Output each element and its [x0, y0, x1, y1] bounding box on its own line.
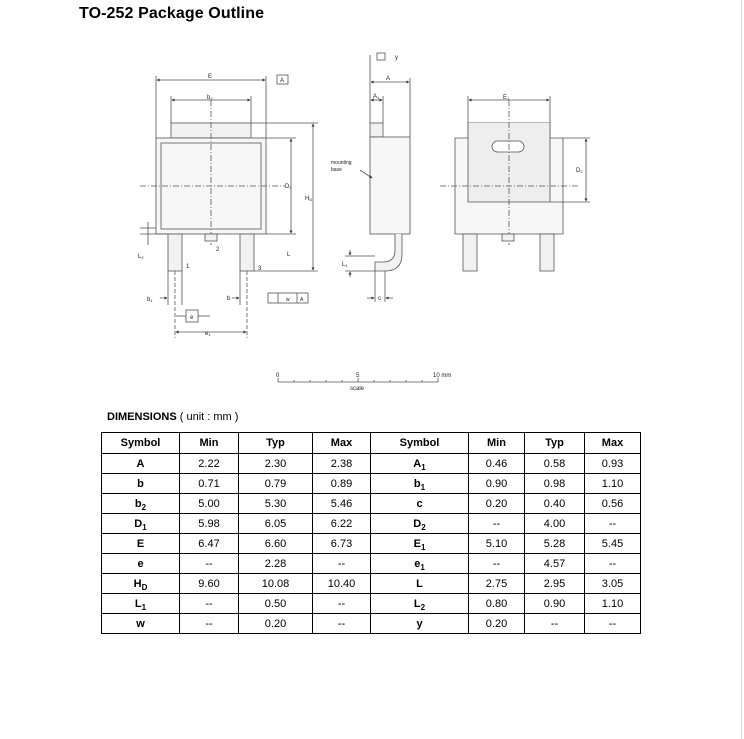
symbol-cell: $D_1$ — [102, 514, 180, 534]
symbol-cell: b — [102, 474, 180, 494]
min-cell: 5.98 — [180, 514, 239, 534]
dimensions-heading: DIMENSIONS ( unit : mm ) — [107, 411, 239, 423]
max-cell: -- — [585, 554, 641, 574]
typ-cell: 6.60 — [239, 534, 313, 554]
symbol-cell: $D_2$ — [371, 514, 469, 534]
min-cell: -- — [469, 514, 525, 534]
label-e: e — [190, 315, 194, 321]
table-header-row — [102, 433, 641, 454]
label-b2: b2 — [207, 95, 213, 101]
min-cell: 0.90 — [469, 474, 525, 494]
symbol-cell: $E_1$ — [371, 534, 469, 554]
table-row — [102, 514, 641, 534]
typ-cell: 0.40 — [525, 494, 585, 514]
symbol-cell: e — [102, 554, 180, 574]
typ-cell: 0.58 — [525, 454, 585, 474]
max-cell: 0.56 — [585, 494, 641, 514]
symbol-cell: $L_2$ — [371, 594, 469, 614]
header-min: Min — [180, 433, 239, 454]
table-row — [102, 494, 641, 514]
label-A-ref-2: A — [300, 297, 304, 303]
symbol-cell: c — [371, 494, 469, 514]
table-row — [102, 614, 641, 634]
typ-cell: 0.50 — [239, 594, 313, 614]
scale-label-5: 5 — [356, 373, 360, 379]
table-row — [102, 534, 641, 554]
symbol-cell: $A_1$ — [371, 454, 469, 474]
min-cell: 0.46 — [469, 454, 525, 474]
min-cell: -- — [469, 554, 525, 574]
max-cell: 6.73 — [313, 534, 371, 554]
label-w: w — [286, 297, 290, 303]
label-pin3: 3 — [258, 266, 262, 272]
symbol-cell: w — [102, 614, 180, 634]
min-cell: 2.75 — [469, 574, 525, 594]
max-cell: 0.93 — [585, 454, 641, 474]
max-cell: 10.40 — [313, 574, 371, 594]
typ-cell: 0.20 — [239, 614, 313, 634]
label-E1: E1 — [503, 95, 510, 101]
label-HD: HD — [305, 196, 313, 202]
table-row — [102, 454, 641, 474]
label-A: A — [386, 76, 391, 82]
label-D2: D2 — [576, 168, 583, 174]
table-row — [102, 574, 641, 594]
max-cell: 3.05 — [585, 574, 641, 594]
label-e1: e1 — [205, 331, 211, 337]
symbol-cell: E — [102, 534, 180, 554]
label-mounting: mounting — [331, 160, 352, 166]
min-cell: 0.20 — [469, 614, 525, 634]
label-L2: L2 — [138, 254, 144, 260]
min-cell: -- — [180, 554, 239, 574]
max-cell: 5.46 — [313, 494, 371, 514]
max-cell: 2.38 — [313, 454, 371, 474]
header-symbol: Symbol — [102, 433, 180, 454]
max-cell: 5.45 — [585, 534, 641, 554]
scale-label-0: 0 — [276, 373, 280, 379]
typ-cell: 4.57 — [525, 554, 585, 574]
label-L1: L1 — [342, 262, 348, 268]
min-cell: 0.71 — [180, 474, 239, 494]
min-cell: 5.00 — [180, 494, 239, 514]
label-E: E — [208, 74, 213, 80]
dimensions-table — [101, 432, 641, 634]
label-pin1: 1 — [186, 264, 190, 270]
typ-cell: 4.00 — [525, 514, 585, 534]
side-view — [345, 53, 410, 302]
symbol-cell: y — [371, 614, 469, 634]
min-cell: 2.22 — [180, 454, 239, 474]
typ-cell: -- — [525, 614, 585, 634]
label-L: L — [287, 252, 291, 258]
typ-cell: 5.30 — [239, 494, 313, 514]
page-title: TO-252 Package Outline — [79, 5, 265, 22]
back-view — [440, 96, 590, 271]
symbol-cell: $H_D$ — [102, 574, 180, 594]
typ-cell: 2.28 — [239, 554, 313, 574]
max-cell: -- — [313, 594, 371, 614]
symbol-cell: L — [371, 574, 469, 594]
symbol-cell: $e_1$ — [371, 554, 469, 574]
table-row — [102, 554, 641, 574]
typ-cell: 0.79 — [239, 474, 313, 494]
min-cell: 9.60 — [180, 574, 239, 594]
scale-label-10: 10 mm — [433, 373, 452, 379]
max-cell: -- — [585, 514, 641, 534]
label-A1: A1 — [373, 94, 380, 100]
max-cell: 0.89 — [313, 474, 371, 494]
typ-cell: 6.05 — [239, 514, 313, 534]
scale-label-word: scale — [350, 386, 365, 392]
label-base: base — [331, 167, 342, 173]
typ-cell: 0.90 — [525, 594, 585, 614]
header-typ: Typ — [239, 433, 313, 454]
label-c: c — [378, 296, 381, 302]
label-y: y — [395, 55, 398, 61]
table-row — [102, 474, 641, 494]
symbol-cell: $b_2$ — [102, 494, 180, 514]
header-max-2: Max — [585, 433, 641, 454]
typ-cell: 2.95 — [525, 574, 585, 594]
label-b1: b1 — [147, 297, 153, 303]
label-D1: D1 — [285, 184, 292, 190]
table-row — [102, 594, 641, 614]
typ-cell: 0.98 — [525, 474, 585, 494]
table-body — [102, 454, 641, 634]
label-pin2: 2 — [216, 247, 220, 253]
header-typ-2: Typ — [525, 433, 585, 454]
min-cell: -- — [180, 614, 239, 634]
max-cell: 1.10 — [585, 594, 641, 614]
typ-cell: 5.28 — [525, 534, 585, 554]
symbol-cell: A — [102, 454, 180, 474]
max-cell: 1.10 — [585, 474, 641, 494]
label-b: b — [227, 296, 231, 302]
max-cell: 6.22 — [313, 514, 371, 534]
header-min-2: Min — [469, 433, 525, 454]
symbol-cell: $L_1$ — [102, 594, 180, 614]
min-cell: 5.10 — [469, 534, 525, 554]
typ-cell: 2.30 — [239, 454, 313, 474]
symbol-cell: $b_1$ — [371, 474, 469, 494]
max-cell: -- — [313, 614, 371, 634]
label-A-ref: A — [280, 78, 285, 84]
min-cell: 0.20 — [469, 494, 525, 514]
min-cell: 0.80 — [469, 594, 525, 614]
header-max: Max — [313, 433, 371, 454]
header-symbol-2: Symbol — [371, 433, 469, 454]
min-cell: 6.47 — [180, 534, 239, 554]
max-cell: -- — [313, 554, 371, 574]
min-cell: -- — [180, 594, 239, 614]
max-cell: -- — [585, 614, 641, 634]
typ-cell: 10.08 — [239, 574, 313, 594]
